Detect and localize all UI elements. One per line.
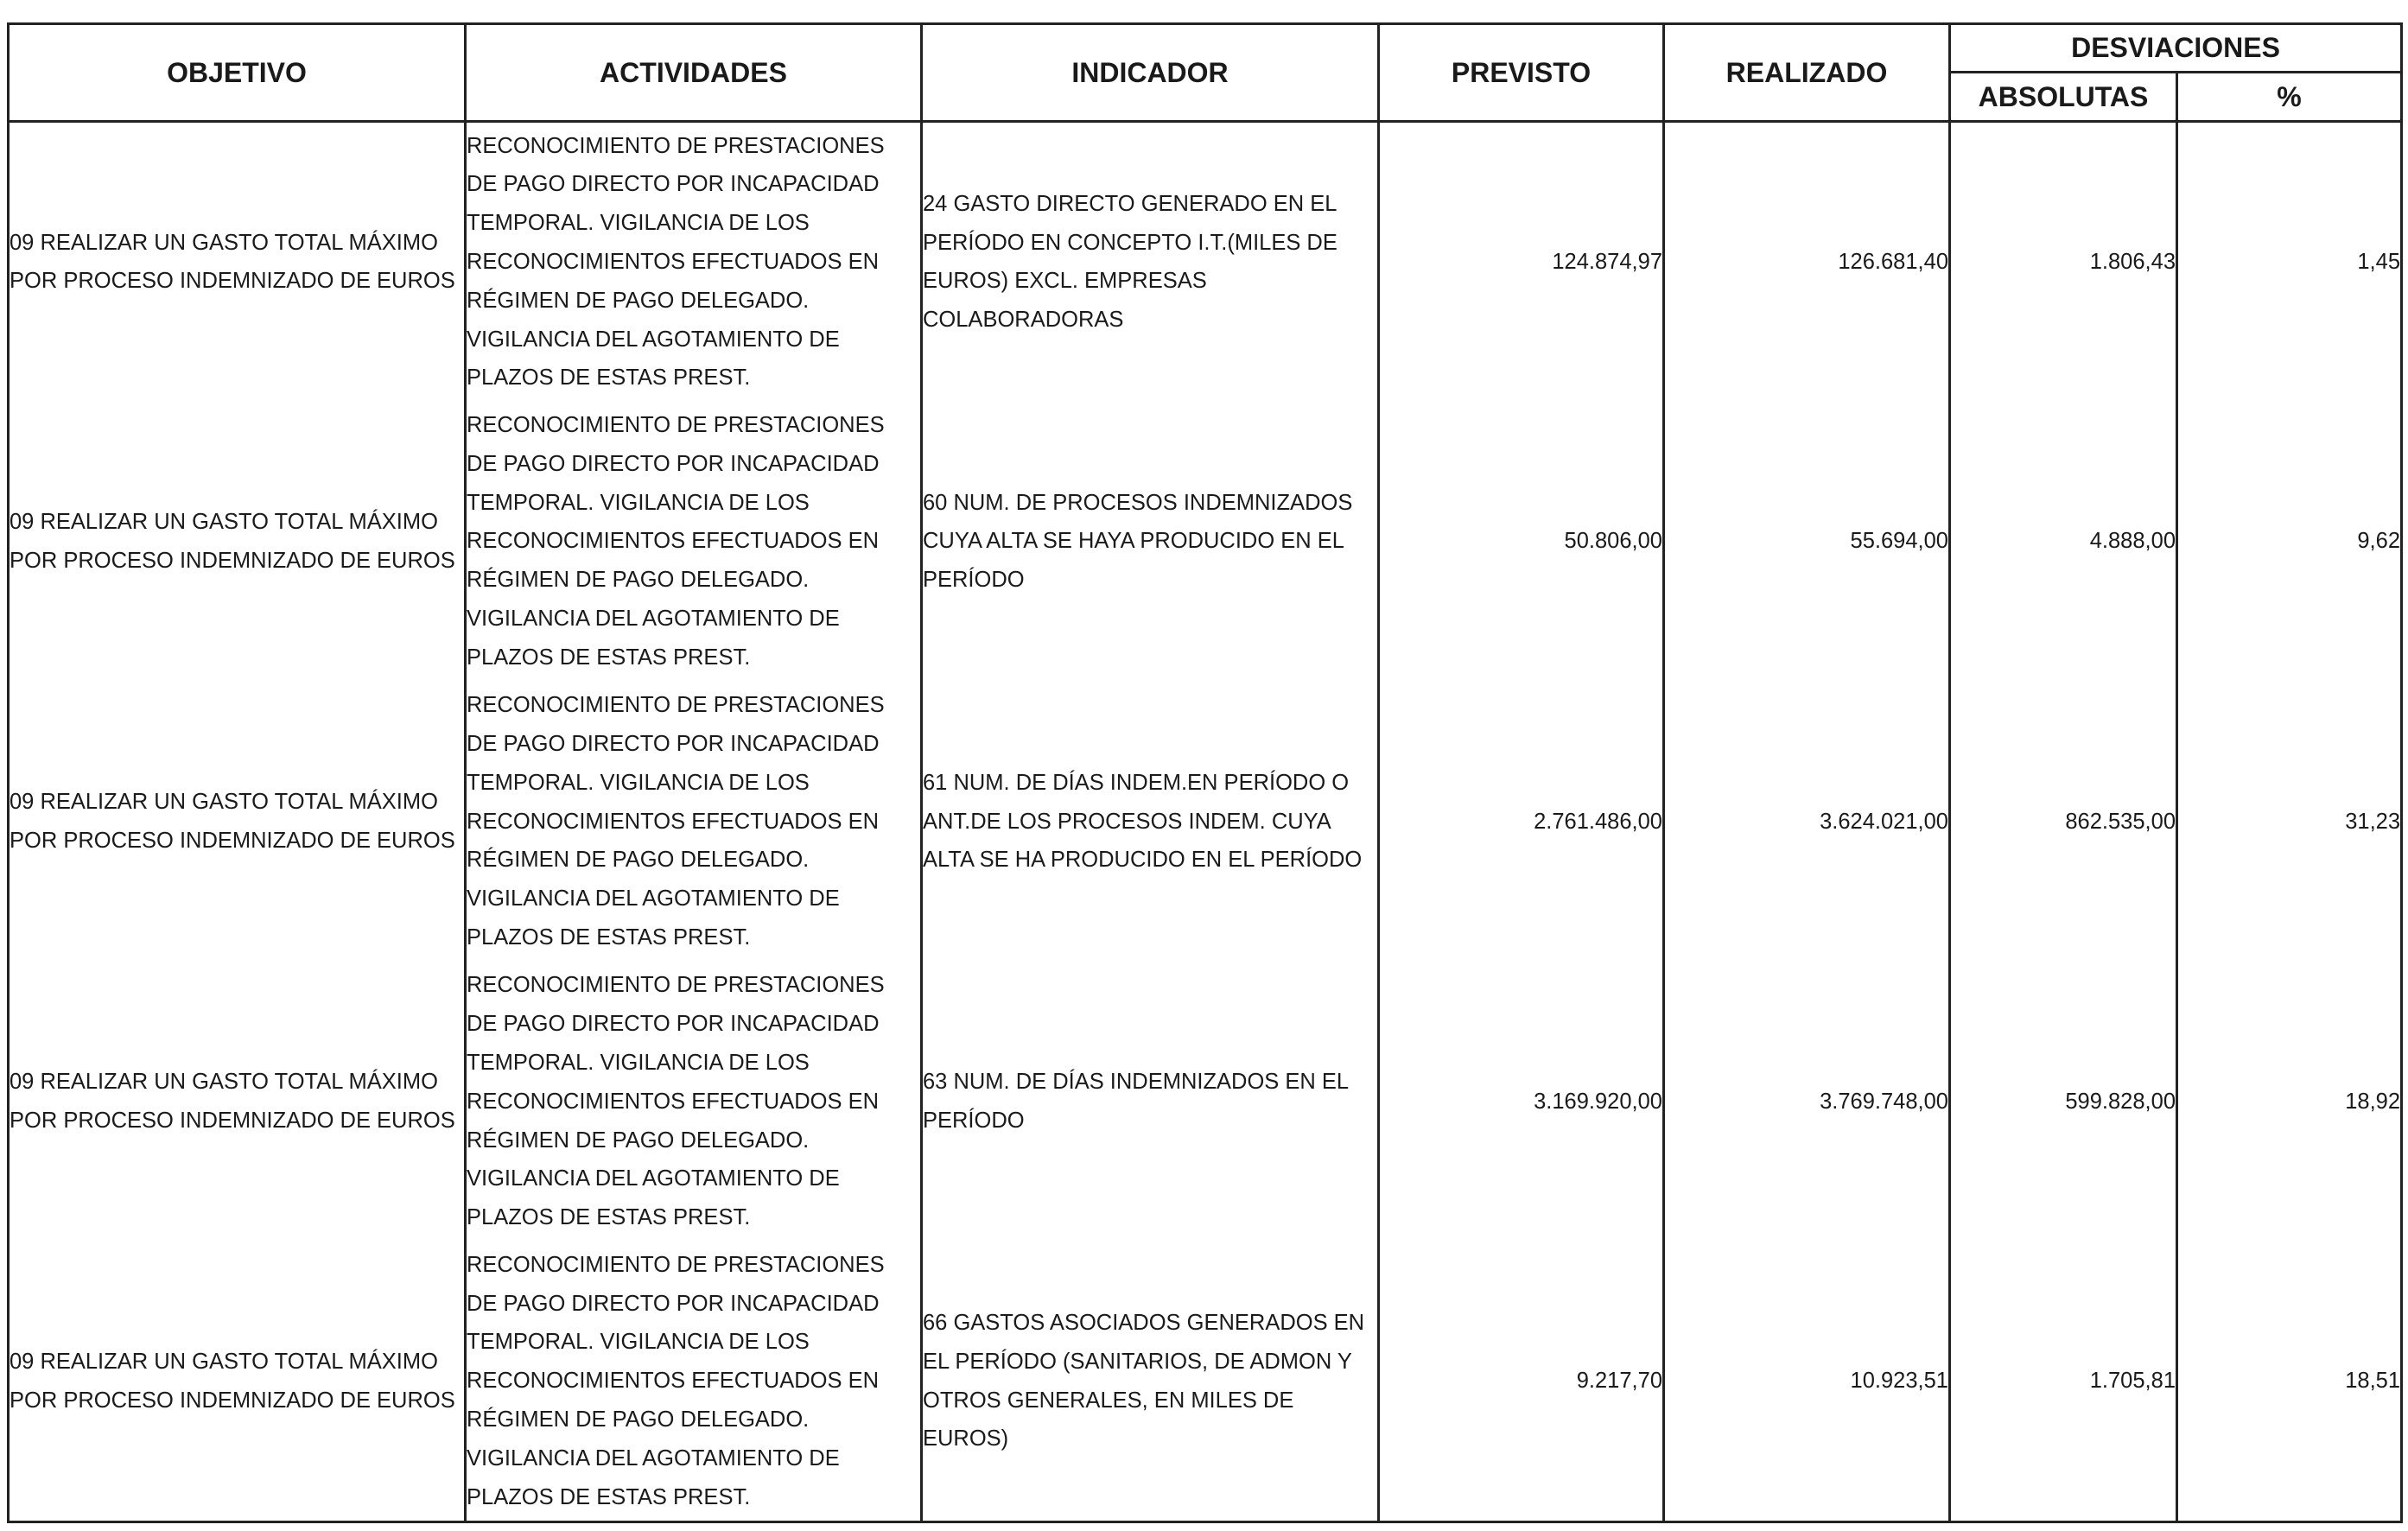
header-objetivo: OBJETIVO [9, 24, 466, 122]
cell-actividades: RECONOCIMIENTO DE PRESTACIONES DE PAGO DIRECTO POR INCAPACIDAD TEMPORAL. VIGILANCIA DE LOS RECONOCIMIENTOS EFECTUADOS EN RÉGIMEN DE PAGO DELEGADO. VIGILANCIA DEL AGOTAMIENTO DE PLAZOS DE ESTAS PREST. [466, 122, 922, 402]
cell-indicador: 63 NUM. DE DÍAS INDEMNIZADOS EN EL PERÍODO [922, 962, 1379, 1242]
cell-previsto: 2.761.486,00 [1379, 682, 1664, 962]
cell-realizado: 3.769.748,00 [1664, 962, 1950, 1242]
cell-previsto: 50.806,00 [1379, 402, 1664, 682]
cell-objetivo: 09 REALIZAR UN GASTO TOTAL MÁXIMO POR PROCESO INDEMNIZADO DE EUROS [9, 1242, 466, 1521]
cell-previsto: 9.217,70 [1379, 1242, 1664, 1521]
header-porcentaje: % [2177, 73, 2402, 122]
cell-realizado: 55.694,00 [1664, 402, 1950, 682]
table-row [9, 402, 2402, 682]
table-body [9, 122, 2402, 1522]
cell-objetivo: 09 REALIZAR UN GASTO TOTAL MÁXIMO POR PROCESO INDEMNIZADO DE EUROS [9, 122, 466, 402]
cell-realizado: 10.923,51 [1664, 1242, 1950, 1521]
cell-objetivo: 09 REALIZAR UN GASTO TOTAL MÁXIMO POR PROCESO INDEMNIZADO DE EUROS [9, 962, 466, 1242]
cell-objetivo: 09 REALIZAR UN GASTO TOTAL MÁXIMO POR PROCESO INDEMNIZADO DE EUROS [9, 402, 466, 682]
header-realizado: REALIZADO [1664, 24, 1950, 122]
cell-porcentaje: 18,51 [2177, 1242, 2402, 1521]
header-actividades: ACTIVIDADES [466, 24, 922, 122]
cell-realizado: 3.624.021,00 [1664, 682, 1950, 962]
cell-indicador: 60 NUM. DE PROCESOS INDEMNIZADOS CUYA ALTA SE HAYA PRODUCIDO EN EL PERÍODO [922, 402, 1379, 682]
cell-indicador: 66 GASTOS ASOCIADOS GENERADOS EN EL PERÍODO (SANITARIOS, DE ADMON Y OTROS GENERALES, EN MILES DE EUROS) [922, 1242, 1379, 1521]
table-row [9, 962, 2402, 1242]
cell-previsto: 3.169.920,00 [1379, 962, 1664, 1242]
cell-absolutas: 4.888,00 [1950, 402, 2177, 682]
objectives-table [7, 22, 2403, 1523]
cell-objetivo: 09 REALIZAR UN GASTO TOTAL MÁXIMO POR PROCESO INDEMNIZADO DE EUROS [9, 682, 466, 962]
header-absolutas: ABSOLUTAS [1950, 73, 2177, 122]
cell-actividades: RECONOCIMIENTO DE PRESTACIONES DE PAGO DIRECTO POR INCAPACIDAD TEMPORAL. VIGILANCIA DE LOS RECONOCIMIENTOS EFECTUADOS EN RÉGIMEN DE PAGO DELEGADO. VIGILANCIA DEL AGOTAMIENTO DE PLAZOS DE ESTAS PREST. [466, 682, 922, 962]
table-row [9, 1242, 2402, 1521]
cell-absolutas: 599.828,00 [1950, 962, 2177, 1242]
cell-previsto: 124.874,97 [1379, 122, 1664, 402]
cell-indicador: 61 NUM. DE DÍAS INDEM.EN PERÍODO O ANT.DE LOS PROCESOS INDEM. CUYA ALTA SE HA PRODUCIDO EN EL PERÍODO [922, 682, 1379, 962]
header-previsto: PREVISTO [1379, 24, 1664, 122]
header-desviaciones: DESVIACIONES [1950, 24, 2402, 73]
table-row [9, 682, 2402, 962]
cell-absolutas: 1.705,81 [1950, 1242, 2177, 1521]
cell-porcentaje: 31,23 [2177, 682, 2402, 962]
cell-actividades: RECONOCIMIENTO DE PRESTACIONES DE PAGO DIRECTO POR INCAPACIDAD TEMPORAL. VIGILANCIA DE LOS RECONOCIMIENTOS EFECTUADOS EN RÉGIMEN DE PAGO DELEGADO. VIGILANCIA DEL AGOTAMIENTO DE PLAZOS DE ESTAS PREST. [466, 962, 922, 1242]
cell-absolutas: 862.535,00 [1950, 682, 2177, 962]
cell-realizado: 126.681,40 [1664, 122, 1950, 402]
table-row [9, 122, 2402, 402]
cell-porcentaje: 1,45 [2177, 122, 2402, 402]
cell-porcentaje: 18,92 [2177, 962, 2402, 1242]
cell-indicador: 24 GASTO DIRECTO GENERADO EN EL PERÍODO EN CONCEPTO I.T.(MILES DE EUROS) EXCL. EMPRESAS COLABORADORAS [922, 122, 1379, 402]
header-indicador: INDICADOR [922, 24, 1379, 122]
cell-actividades: RECONOCIMIENTO DE PRESTACIONES DE PAGO DIRECTO POR INCAPACIDAD TEMPORAL. VIGILANCIA DE LOS RECONOCIMIENTOS EFECTUADOS EN RÉGIMEN DE PAGO DELEGADO. VIGILANCIA DEL AGOTAMIENTO DE PLAZOS DE ESTAS PREST. [466, 402, 922, 682]
cell-actividades: RECONOCIMIENTO DE PRESTACIONES DE PAGO DIRECTO POR INCAPACIDAD TEMPORAL. VIGILANCIA DE LOS RECONOCIMIENTOS EFECTUADOS EN RÉGIMEN DE PAGO DELEGADO. VIGILANCIA DEL AGOTAMIENTO DE PLAZOS DE ESTAS PREST. [466, 1242, 922, 1521]
header-row-top [9, 24, 2402, 73]
cell-porcentaje: 9,62 [2177, 402, 2402, 682]
cell-absolutas: 1.806,43 [1950, 122, 2177, 402]
table-header [9, 24, 2402, 122]
